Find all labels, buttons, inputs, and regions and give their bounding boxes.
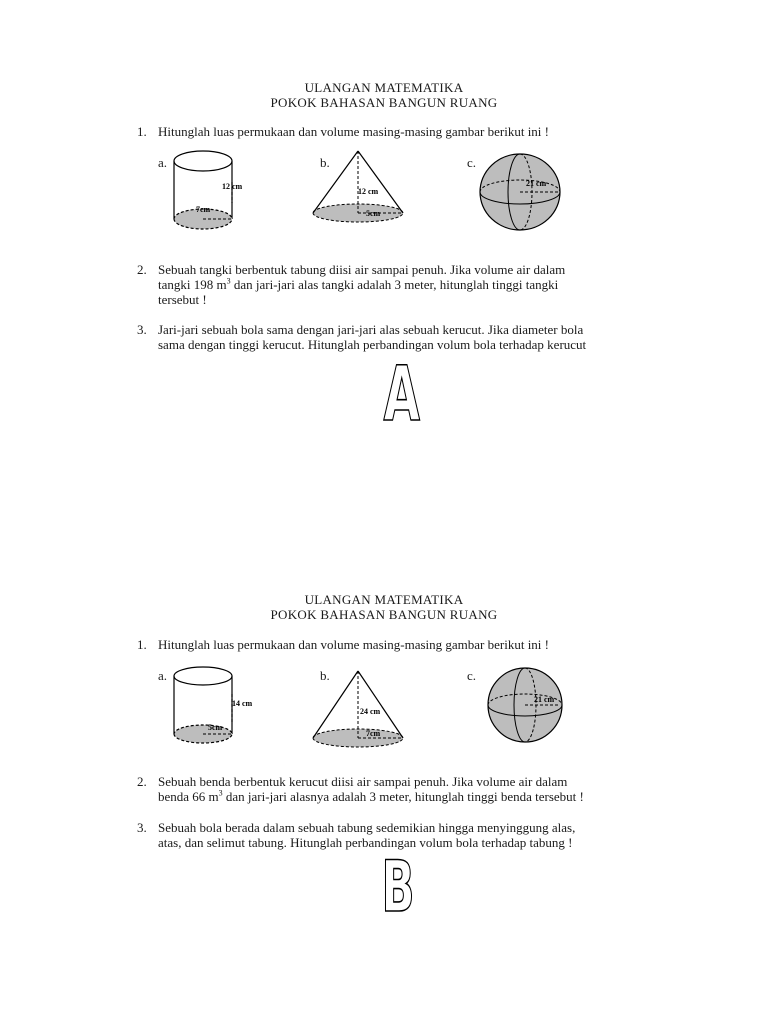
sheet-b-cyl-height: 14 cm	[232, 699, 253, 708]
question-number: 3.	[137, 820, 147, 835]
question-number: 1.	[137, 637, 147, 652]
sheet-b-fig-c-label: c.	[467, 668, 477, 683]
question-number: 2.	[137, 774, 147, 789]
sheet-a-cone-figure	[308, 148, 408, 230]
question-line-1: Jari-jari sebuah bola sama dengan jari-jari alas sebuah kerucut. Jika diameter bola	[158, 322, 584, 337]
question-line-2: sama dengan tinggi kerucut. Hitunglah perbandingan volum bola terhadap kerucut	[158, 337, 587, 352]
sheet-a-sphere-radius: 21 cm	[526, 179, 547, 188]
sheet-a-cyl-height: 12 cm	[222, 182, 243, 191]
sheet-a-version-letter: A	[383, 349, 420, 438]
question-number: 1.	[137, 124, 147, 139]
sheet-a-subtitle: POKOK BAHASAN BANGUN RUANG	[270, 95, 498, 110]
question-number: 3.	[137, 322, 147, 337]
question-text: Hitunglah luas permukaan dan volume masing-masing gambar berikut ini !	[158, 637, 549, 652]
question-line-3: tersebut !	[158, 292, 207, 307]
sheet-b-fig-b-label: b.	[320, 668, 330, 683]
sheet-a-cylinder-figure	[170, 148, 243, 238]
sheet-a-title: ULANGAN MATEMATIKA	[304, 80, 464, 95]
sheet-a-fig-a-label: a.	[158, 155, 168, 170]
sheet-a-cone-radius: 5cm	[366, 209, 381, 218]
question-line-2: atas, dan selimut tabung. Hitunglah perbandingan volum bola terhadap tabung !	[158, 835, 573, 850]
sheet-b-title: ULANGAN MATEMATIKA	[304, 592, 464, 607]
question-line-2: tangki 198 $m^3$ dan jari-jari alas tangki adalah 3 meter, hitunglah tinggi tangki	[158, 276, 559, 292]
sheet-b-sphere-radius: 21 cm	[534, 695, 555, 704]
sheet-b-cyl-radius: 5cm	[208, 723, 223, 732]
sheet-a-cyl-radius: 7cm	[196, 205, 211, 214]
sheet-b-fig-a-label: a.	[158, 668, 168, 683]
question-line-2: benda 66 $m^3$ dan jari-jari alasnya adalah 3 meter, hitunglah tinggi benda tersebut !	[158, 788, 584, 804]
sheet-a-sphere-figure	[478, 154, 568, 236]
sheet-b-cone-figure	[308, 668, 408, 752]
sheet-a-cone-height: 12 cm	[358, 187, 379, 196]
sheet-b-version-letter: B	[381, 846, 415, 928]
sheet-a-fig-c-label: c.	[467, 155, 477, 170]
sheet-b-cone-height: 24 cm	[360, 707, 381, 716]
sheet-b-subtitle: POKOK BAHASAN BANGUN RUANG	[270, 607, 498, 622]
sheet-a-fig-b-label: b.	[320, 155, 330, 170]
question-text: Hitunglah luas permukaan dan volume masing-masing gambar berikut ini !	[158, 124, 549, 139]
question-line-1: Sebuah bola berada dalam sebuah tabung sedemikian hingga menyinggung alas,	[158, 820, 576, 835]
sheet-b-cylinder-figure	[170, 664, 260, 750]
sheet-b-sphere-figure	[486, 666, 570, 746]
sheet-b-cone-radius: 7cm	[366, 729, 381, 738]
question-line-1: Sebuah benda berbentuk kerucut diisi air sampai penuh. Jika volume air dalam	[158, 774, 568, 789]
question-number: 2.	[137, 262, 147, 277]
question-line-1: Sebuah tangki berbentuk tabung diisi air sampai penuh. Jika volume air dalam	[158, 262, 566, 277]
